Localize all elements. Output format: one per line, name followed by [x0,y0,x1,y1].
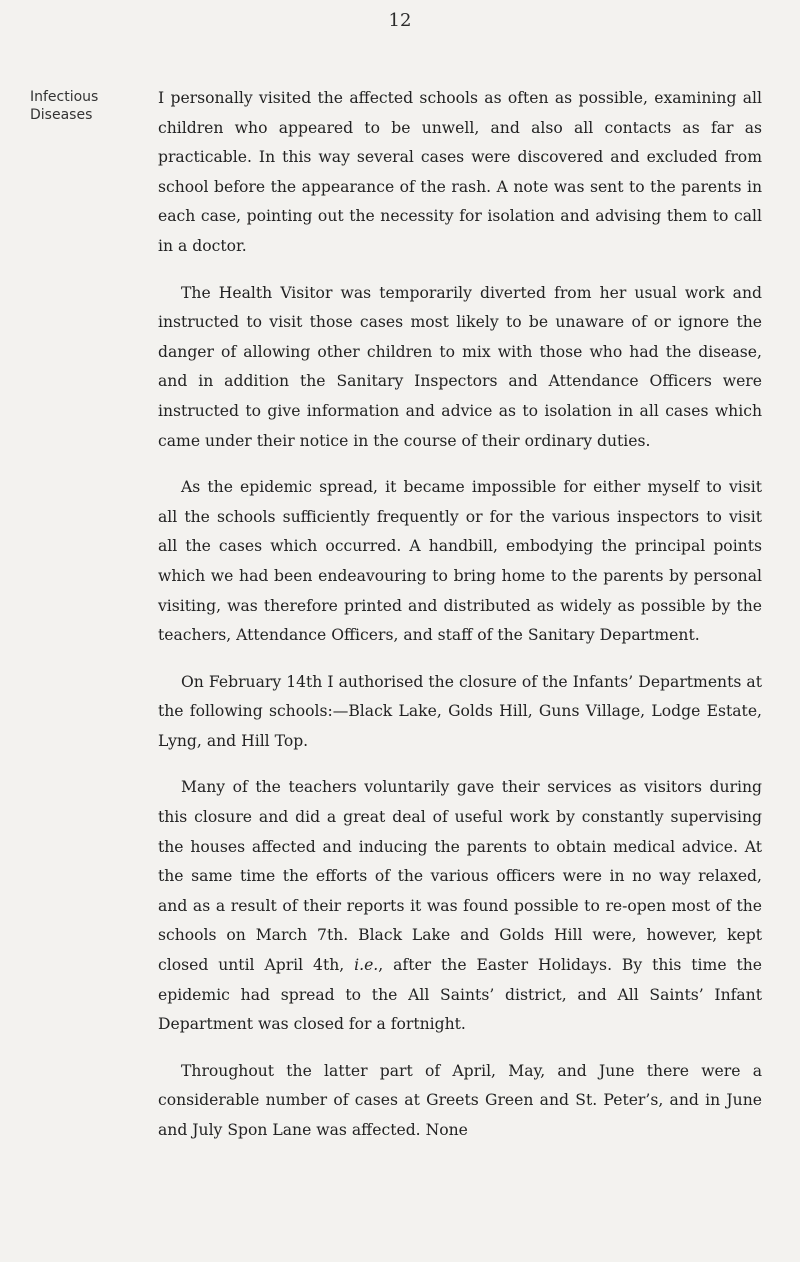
italic-abbreviation: i.e. [354,956,379,975]
paragraph: I personally visited the affected schools as often as possible, examining all children who appeared to be unwell, and also all contacts as far as practicable. In this way several cases were discovered and excluded from school before the appearance of the rash. A note was sent to the parents in each case, pointing out the necessity for isolation and advising them to call in a doctor. [158,89,762,255]
page-number: 12 [388,10,412,31]
paragraph-text: , after the Easter Holidays. By this time the epidemic had spread to the All Saints’ district, and All Saints’ Infant Department was closed for a fortnight. [158,956,762,1034]
margin-note-line: Infectious [30,89,99,105]
paragraph: Throughout the latter part of April, May, and June there were a considerable number of cases at Greets Green and St. Peter’s, and in June and July Spon Lane was affected. None [158,1061,762,1139]
paragraph [158,773,762,1039]
body-text [158,84,762,1146]
paragraph: The Health Visitor was temporarily diverted from her usual work and instructed to visit those cases most likely to be unaware of or ignore the danger of allowing other children to mix with those who had the disease, and in addition the Sanitary Inspectors and Attendance Officers were instructed to give information and advice as to isolation in all cases which came under their notice in the course of their ordinary duties. [158,283,762,450]
paragraph: As the epidemic spread, it became impossible for either myself to visit all the schools sufficiently frequently or for the various inspectors to visit all the cases which occurred. A handbill, embodying the principal points which we had been endeavouring to bring home to the parents by personal visiting, was therefore printed and distributed as widely as possible by the teachers, Attendance Officers, and staff of the Sanitary Department. [158,478,762,645]
paragraph-text: Many of the teachers voluntarily gave their services as visitors during this closure and did a great deal of useful work by constantly supervising the houses affected and inducing the parents to obtain medical advice. At the same time the efforts of the various officers were in no way relaxed, and as a result of their reports it was found possible to re-open most of the schools on March 7th. Black Lake and Golds Hill were, however, kept closed until April 4th, [158,778,762,975]
margin-note [30,88,130,124]
paragraph: On February 14th I authorised the closure of the Infants’ Departments at the following schools:—Black Lake, Golds Hill, Guns Village, Lodge Estate, Lyng, and Hill Top. [158,672,762,750]
margin-note-line: Diseases [30,107,93,123]
